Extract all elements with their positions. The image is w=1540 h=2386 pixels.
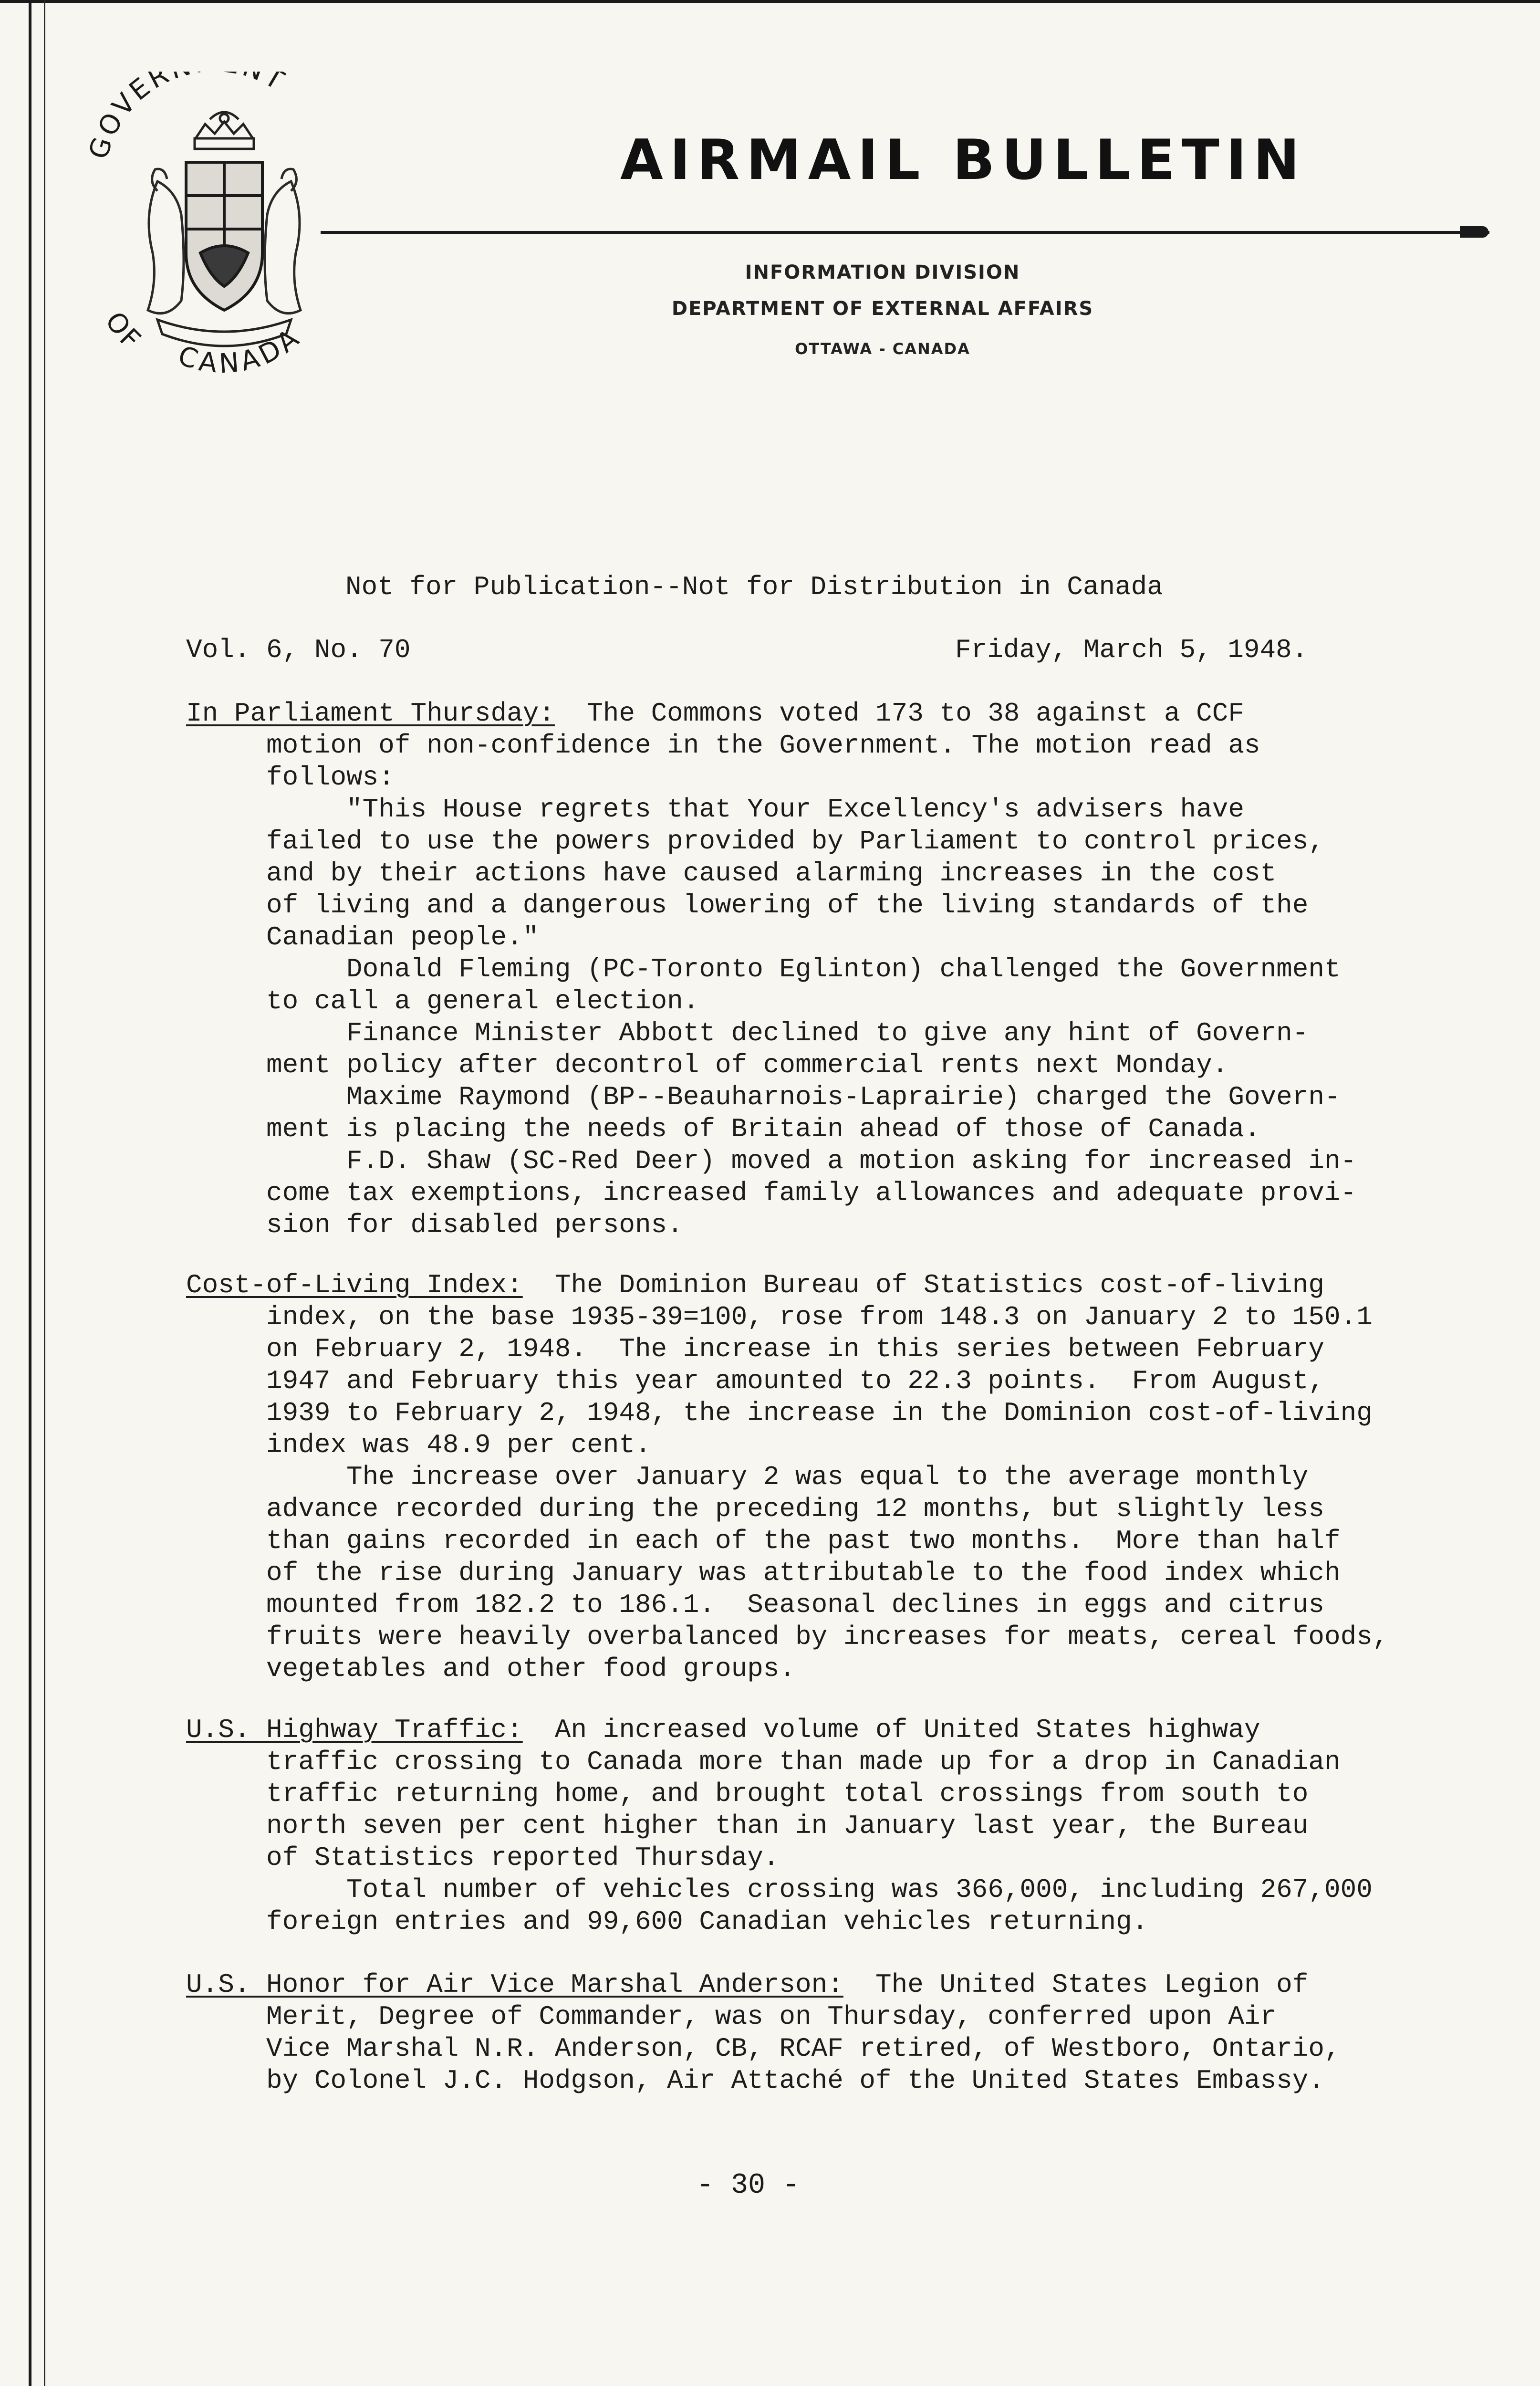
item-line: 1939 to February 2, 1948, the increase in the Dominion cost-of-living	[186, 1398, 1373, 1428]
issue-volume: Vol. 6, No. 70	[186, 635, 411, 665]
seal-arc-left: OF	[99, 306, 148, 357]
item-line: by Colonel J.C. Hodgson, Air Attaché of the United States Embassy.	[186, 2065, 1324, 2096]
left-margin-rule	[29, 0, 31, 2386]
svg-text:GOVERNMENT	[86, 72, 291, 163]
item-first-line: The Dominion Bureau of Statistics cost-of-living	[522, 1270, 1324, 1300]
item-heading: In Parliament Thursday:	[186, 698, 555, 729]
item-line: of the rise during January was attributable to the food index which	[186, 1558, 1341, 1588]
title-rule	[321, 231, 1489, 234]
item-line: of living and a dangerous lowering of the living standards of the	[186, 890, 1309, 921]
item-line: Canadian people."	[186, 922, 539, 952]
item-line: vegetables and other food groups.	[186, 1653, 796, 1684]
item-line: sion for disabled persons.	[186, 1210, 683, 1240]
item-line: Donald Fleming (PC-Toronto Eglinton) challenged the Government	[186, 954, 1341, 984]
item-line: index was 48.9 per cent.	[186, 1430, 651, 1460]
item-line: The increase over January 2 was equal to the average monthly	[186, 1462, 1309, 1492]
item-first-line: The United States Legion of	[843, 1969, 1309, 2000]
item-line: "This House regrets that Your Excellency's advisers have	[186, 794, 1244, 825]
issue-date: Friday, March 5, 1948.	[955, 635, 1308, 665]
item-line: ment is placing the needs of Britain ahead of those of Canada.	[186, 1114, 1260, 1144]
top-border	[0, 0, 1540, 3]
item-line: index, on the base 1935-39=100, rose from 148.3 on January 2 to 150.1	[186, 1302, 1373, 1332]
item-heading: U.S. Highway Traffic:	[186, 1715, 523, 1745]
coat-of-arms-icon	[86, 72, 353, 377]
item-line: advance recorded during the preceding 12 months, but slightly less	[186, 1494, 1324, 1524]
page-number: - 30 -	[697, 2169, 800, 2202]
item-heading: U.S. Honor for Air Vice Marshal Anderson:	[186, 1969, 843, 2000]
item-line: than gains recorded in each of the past two months. More than half	[186, 1526, 1341, 1556]
item-line: motion of non-confidence in the Government. The motion read as	[186, 730, 1260, 761]
item-line: fruits were heavily overbalanced by increases for meats, cereal foods,	[186, 1622, 1389, 1652]
news-item	[186, 1714, 1407, 1938]
item-line: Finance Minister Abbott declined to give any hint of Govern-	[186, 1018, 1309, 1048]
title-rule-end	[1460, 226, 1488, 238]
seal-arc-top: GOVER T	[86, 72, 291, 163]
item-line: traffic returning home, and brought total crossings from south to	[186, 1779, 1309, 1809]
item-heading: Cost-of-Living Index:	[186, 1270, 523, 1300]
item-line: Merit, Degree of Commander, was on Thursday, conferred upon Air	[186, 2001, 1277, 2032]
item-first-line: The Commons voted 173 to 38 against a CCF	[554, 698, 1244, 729]
news-item	[186, 698, 1407, 1241]
item-line: and by their actions have caused alarming increases in the cost	[186, 858, 1277, 889]
item-line: north seven per cent higher than in January last year, the Bureau	[186, 1810, 1309, 1841]
news-item	[186, 1269, 1407, 1685]
item-line: of Statistics reported Thursday.	[186, 1842, 780, 1873]
item-line: traffic crossing to Canada more than made up for a drop in Canadian	[186, 1747, 1341, 1777]
distribution-notice: Not for Publication--Not for Distribution in Canada	[345, 572, 1163, 602]
item-line: mounted from 182.2 to 186.1. Seasonal declines in eggs and citrus	[186, 1590, 1324, 1620]
item-first-line: An increased volume of United States highway	[522, 1715, 1260, 1745]
item-line: on February 2, 1948. The increase in this series between February	[186, 1334, 1324, 1364]
item-line: ment policy after decontrol of commercial rents next Monday.	[186, 1050, 1228, 1080]
item-line: Vice Marshal N.R. Anderson, CB, RCAF retired, of Westboro, Ontario,	[186, 2033, 1341, 2064]
item-line: come tax exemptions, increased family allowances and adequate provi-	[186, 1178, 1357, 1208]
government-seal	[86, 72, 353, 377]
news-item	[186, 1969, 1407, 2097]
item-line: follows:	[186, 762, 395, 793]
svg-text:OF	[99, 306, 148, 357]
item-line: Maxime Raymond (BP--Beauharnois-Laprairie) charged the Govern-	[186, 1082, 1341, 1112]
department-name: DEPARTMENT OF EXTERNAL AFFAIRS	[671, 298, 1094, 320]
item-line: failed to use the powers provided by Parliament to control prices,	[186, 826, 1324, 857]
item-line: foreign entries and 99,600 Canadian vehicles returning.	[186, 1906, 1148, 1937]
office-location: OTTAWA - CANADA	[795, 340, 970, 358]
item-line: Total number of vehicles crossing was 366,000, including 267,000	[186, 1874, 1373, 1905]
item-line: to call a general election.	[186, 986, 699, 1016]
seal-arc-right: CANADA	[174, 321, 308, 377]
division-name: INFORMATION DIVISION	[745, 262, 1020, 283]
item-line: F.D. Shaw (SC-Red Deer) moved a motion asking for increased in-	[186, 1146, 1357, 1176]
left-margin-rule-inner	[44, 0, 45, 2386]
item-line: 1947 and February this year amounted to 22.3 points. From August,	[186, 1366, 1324, 1396]
bulletin-title: AIRMAIL BULLETIN	[620, 128, 1306, 192]
